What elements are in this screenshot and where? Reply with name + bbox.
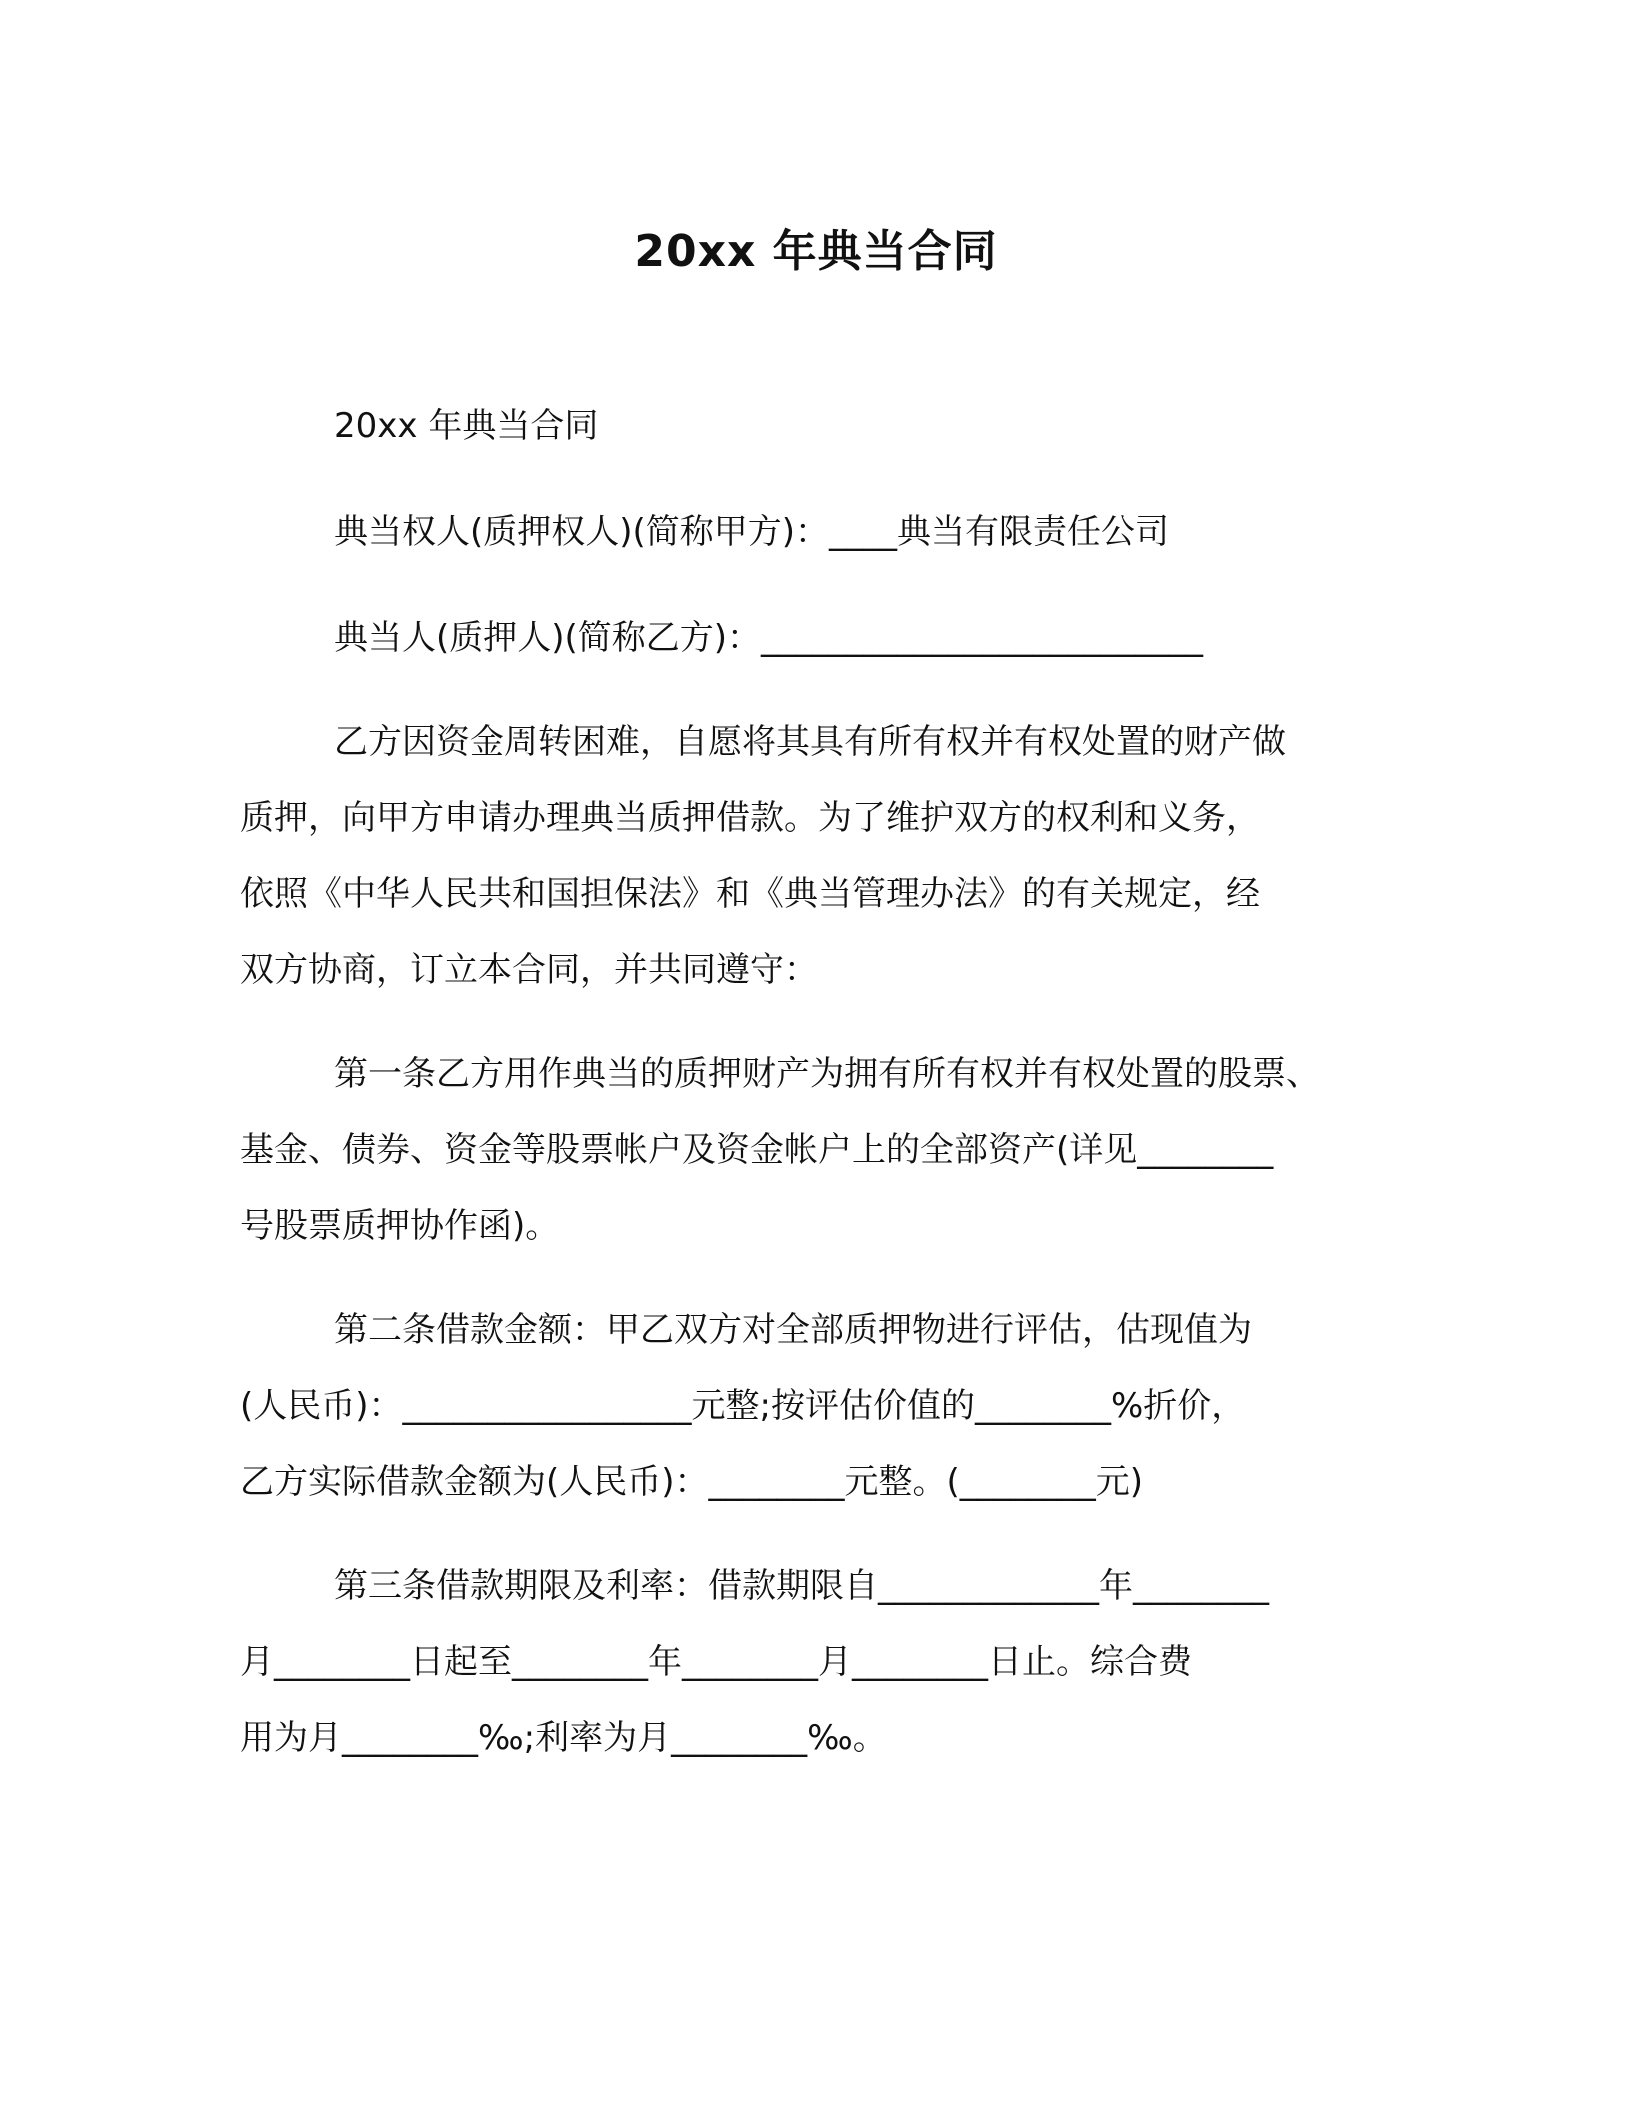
paragraph-line: 依照《中华人民共和国担保法》和《典当管理办法》的有关规定，经 [240,874,1260,914]
paragraph-line: 质押，向甲方申请办理典当质押借款。为了维护双方的权利和义务， [240,798,1260,838]
paragraph-line: 典当人(质押人)(简称乙方)：__________________________ [334,618,1204,658]
paragraph-line: 乙方因资金周转困难，自愿将其具有所有权并有权处置的财产做 [334,722,1286,762]
paragraph-preamble [240,704,1400,1008]
paragraph-line: (人民币)：_________________元整;按评估价值的________%折价， [240,1386,1246,1426]
paragraph-article-2 [240,1292,1400,1520]
paragraph-article-3 [240,1548,1400,1776]
paragraph-subtitle [240,388,1400,464]
paragraph-line: 第三条借款期限及利率：借款期限自_____________年________ [334,1566,1269,1606]
paragraph-line: 号股票质押协作函)。 [240,1206,560,1246]
paragraph-line: 典当权人(质押权人)(简称甲方)：____典当有限责任公司 [334,512,1170,552]
document-body [240,388,1400,1776]
paragraph-party-a [240,494,1400,570]
paragraph-line: 第二条借款金额：甲乙双方对全部质押物进行评估，估现值为 [334,1310,1252,1350]
paragraph-line: 乙方实际借款金额为(人民币)：________元整。(________元) [240,1462,1144,1502]
paragraph-article-1 [240,1036,1400,1264]
paragraph-line: 第一条乙方用作典当的质押财产为拥有所有权并有权处置的股票、 [334,1054,1320,1094]
paragraph-line: 双方协商，订立本合同，并共同遵守： [240,950,818,990]
paragraph-party-b [240,600,1400,676]
paragraph-line: 基金、债券、资金等股票帐户及资金帐户上的全部资产(详见________ [240,1130,1274,1170]
document-title: 20xx 年典当合同 [634,226,998,277]
paragraph-line: 20xx 年典当合同 [334,406,599,446]
paragraph-line: 用为月________‰;利率为月________‰。 [240,1718,887,1758]
paragraph-line: 月________日起至________年________月________日止。综合费 [240,1642,1192,1682]
